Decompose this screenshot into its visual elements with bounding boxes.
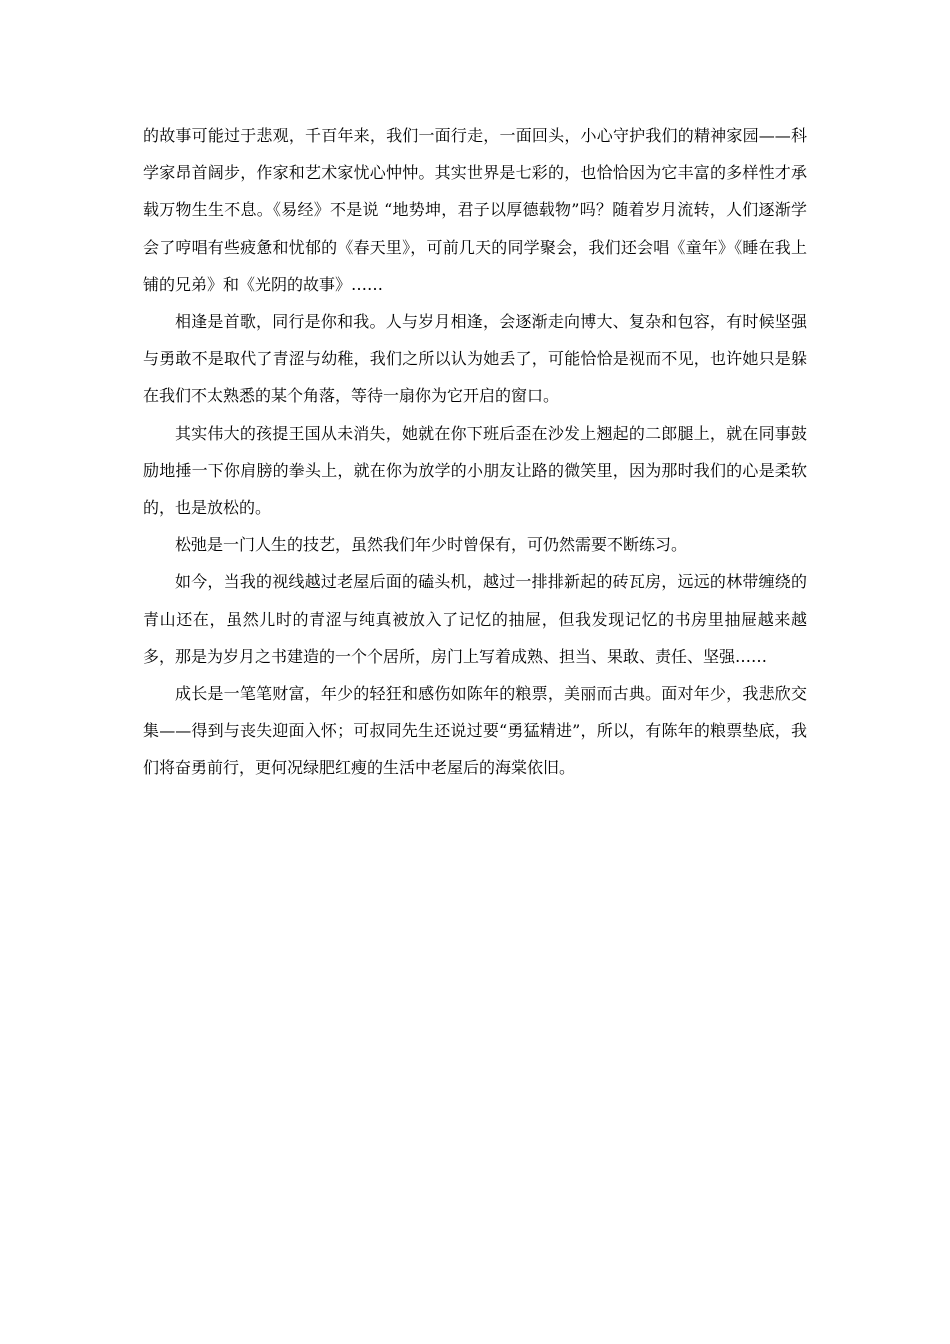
document-body bbox=[143, 117, 807, 787]
paragraph-4: 松弛是一门人生的技艺，虽然我们年少时曾保有，可仍然需要不断练习。 bbox=[175, 535, 688, 555]
paragraph-6: 成长是一笔笔财富，年少的轻狂和感伤如陈年的粮票，美丽而古典。面对年少，我悲欣交集——得到与丧失迎面入怀；可叔同先生还说过要“勇猛精进”，所以，有陈年的粮票垫底，我们将奋勇前行，更何况绿肥红瘦的生活中老屋后的海棠依旧。 bbox=[143, 684, 807, 778]
paragraph-3: 其实伟大的孩提王国从未消失，她就在你下班后歪在沙发上翘起的二郎腿上，就在同事鼓励地捶一下你肩膀的拳头上，就在你为放学的小朋友让路的微笑里，因为那时我们的心是柔软的，也是放松的。 bbox=[143, 423, 807, 518]
paragraph-5: 如今，当我的视线越过老屋后面的磕头机，越过一排排新起的砖瓦房，远远的林带缠绕的青山还在，虽然儿时的青涩与纯真被放入了记忆的抽屉，但我发现记忆的书房里抽屉越来越多，那是为岁月之书建造的一个个居所，房门上写着成熟、担当、果敢、责任、坚强…… bbox=[143, 572, 807, 666]
paragraph-2: 相逢是首歌，同行是你和我。人与岁月相逢，会逐渐走向博大、复杂和包容，有时候坚强与勇敢不是取代了青涩与幼稚，我们之所以认为她丢了，可能恰恰是视而不见，也许她只是躲在我们不太熟悉的某个角落，等待一扇你为它开启的窗口。 bbox=[143, 312, 807, 406]
paragraph-1: 的故事可能过于悲观，千百年来，我们一面行走，一面回头，小心守护我们的精神家园——科学家昂首阔步，作家和艺术家忧心忡忡。其实世界是七彩的，也恰恰因为它丰富的多样性才承载万物生生不息。《易经》不是说 “地势坤，君子以厚德载物”吗？随着岁月流转，人们逐渐学会了哼唱有些疲惫和忧郁的《春天里》，可前几天的同学聚会，我们还会唱《童年》《睡在我上铺的兄弟》和《光阴的故事》…… bbox=[143, 126, 807, 294]
